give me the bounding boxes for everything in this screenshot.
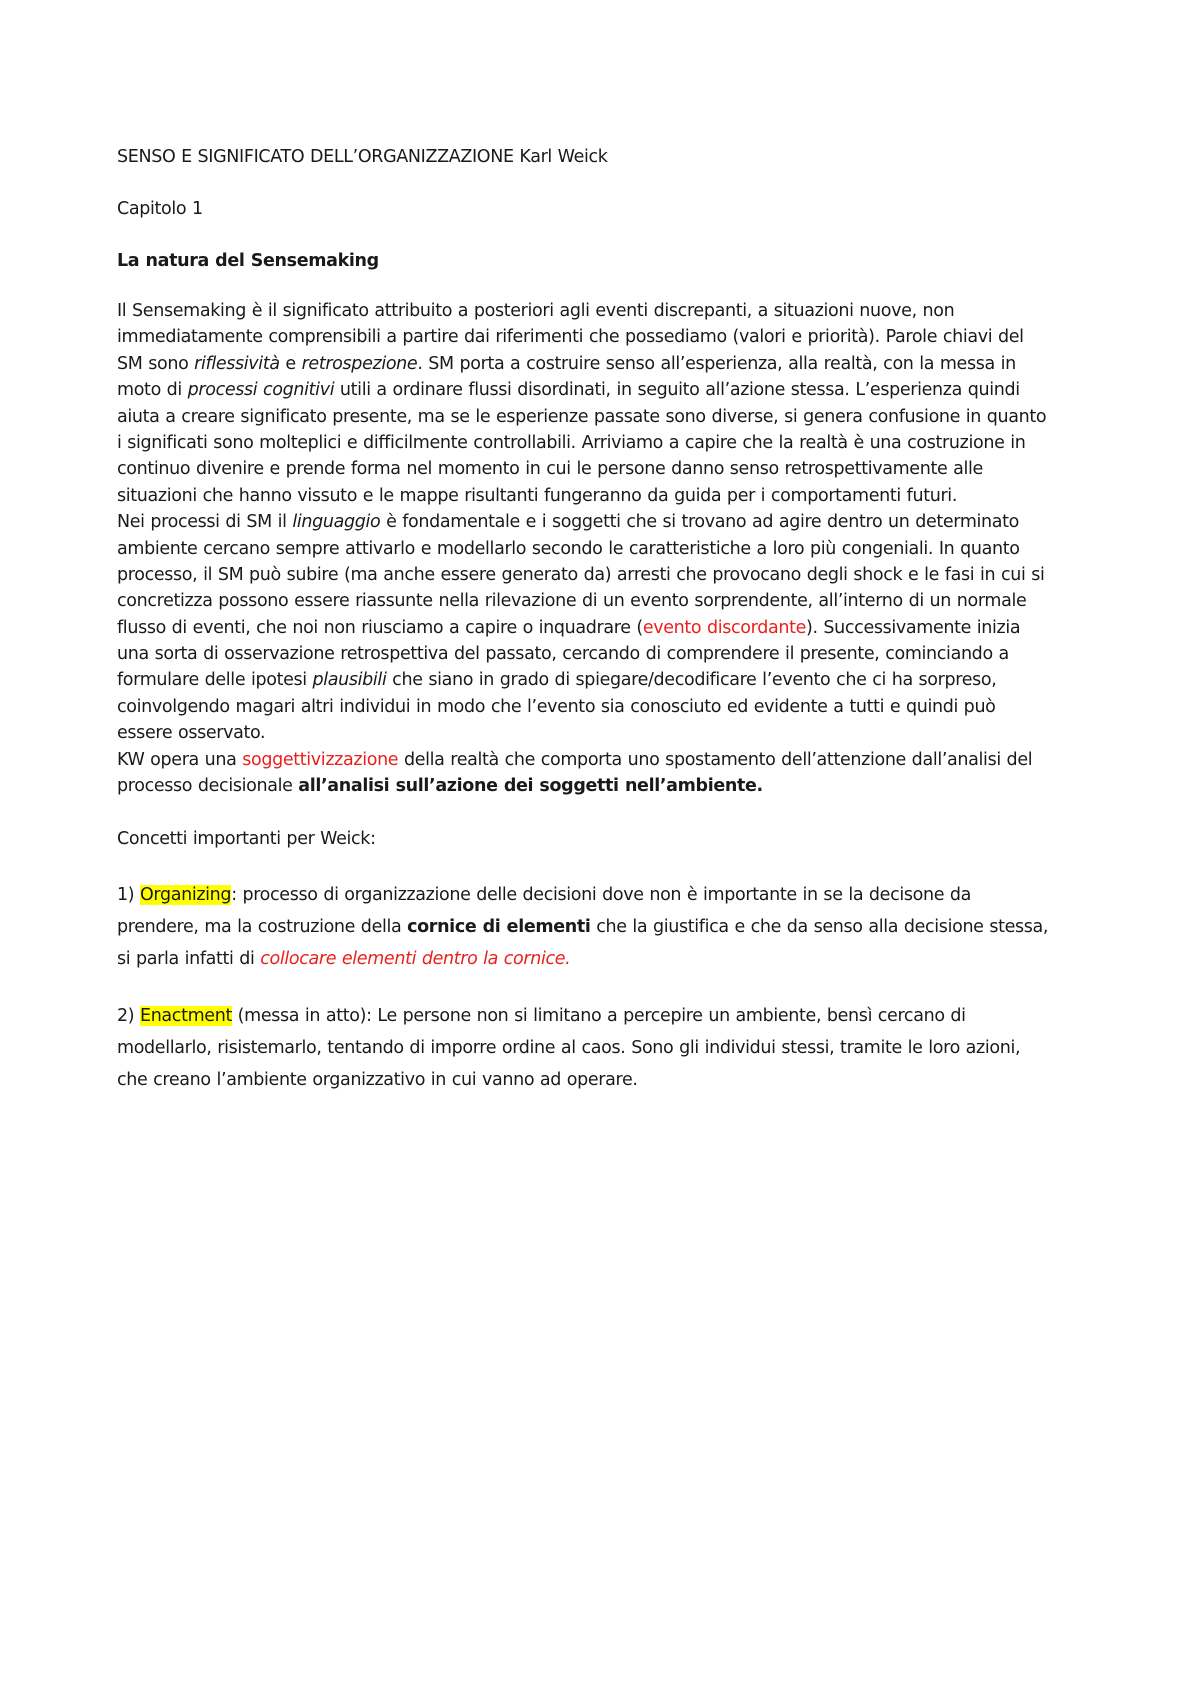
text-run: della realtà che comporta uno spostamento dell’attenzione dall’analisi del [398, 749, 1033, 770]
paragraph-line: essere osservato. [117, 723, 266, 744]
chapter-label: Capitolo 1 [117, 199, 203, 219]
text-run: ). Successivamente inizia [806, 617, 1021, 638]
bold-term: cornice di elementi [407, 917, 591, 938]
text-run: SM sono [117, 353, 195, 374]
italic-term: retrospezione [301, 353, 418, 374]
highlighted-term: Enactment [139, 1006, 232, 1027]
text-run: (messa in atto): Le persone non si limitano a percepire un ambiente, bensì cercano di [231, 1006, 966, 1027]
paragraph-line: concretizza possono essere riassunte nella rilevazione di un evento sorprendente, all’interno di un normale [117, 591, 1027, 612]
section-title: La natura del Sensemaking [117, 251, 379, 271]
document-title-line [117, 142, 1092, 172]
concept-organizing [117, 879, 1092, 975]
paragraph-line [117, 1000, 1092, 1032]
text-run: Nei processi di SM il [117, 512, 293, 533]
text-run: moto di [117, 380, 188, 401]
text-run: e [279, 353, 302, 374]
paragraph-line [117, 351, 1092, 377]
italic-term: processi cognitivi [187, 380, 335, 401]
paragraph-line [117, 377, 1092, 403]
paragraph-line: una sorta di osservazione retrospettiva del passato, cercando di comprendere il presente, cominciando a [117, 644, 1009, 665]
text-run: . SM porta a costruire senso all’esperienza, alla realtà, con la messa in [417, 353, 1016, 374]
paragraph-line [117, 911, 1092, 943]
text-run: utili a ordinare flussi disordinati, in seguito all’azione stessa. L’esperienza quindi [334, 380, 1020, 401]
concept-number: 1) [117, 885, 140, 906]
paragraph-line: i significati sono molteplici e difficilmente controllabili. Arriviamo a capire che la realtà è una costruzione in [117, 432, 1026, 453]
paragraph-line [117, 879, 1092, 911]
text-run: formulare delle ipotesi [117, 670, 313, 691]
text-run: prendere, ma la costruzione della [117, 917, 408, 938]
paragraph-sensemaking [117, 298, 1092, 799]
paragraph-line: aiuta a creare significato presente, ma se le esperienze passate sono diverse, si genera confusione in quanto [117, 406, 1047, 427]
paragraph-line [117, 615, 1092, 641]
paragraph-line: ambiente cercano sempre attivarlo e modellarlo secondo le caratteristiche a loro più congeniali. In quanto [117, 538, 1020, 559]
paragraph-line: modellarlo, risistemarlo, tentando di imporre ordine al caos. Sono gli individui stessi, tramite le loro azioni, [117, 1038, 1021, 1059]
red-term: evento discordante [642, 617, 806, 638]
paragraph-line [117, 773, 1092, 799]
document-body [117, 142, 1092, 1096]
paragraph-line: continuo divenire e prende forma nel momento in cui le persone danno senso retrospettivamente alle [117, 459, 983, 480]
text-run: flusso di eventi, che noi non riusciamo a capire o inquadrare ( [117, 617, 643, 638]
bold-term: all’analisi sull’azione dei soggetti nell’ambiente. [298, 776, 763, 797]
italic-term: linguaggio [292, 512, 381, 533]
text-run: è fondamentale e i soggetti che si trovano ad agire dentro un determinato [380, 512, 1020, 533]
red-italic-term: collocare elementi dentro la cornice. [260, 949, 571, 970]
concept-number: 2) [117, 1006, 140, 1027]
paragraph-line: Il Sensemaking è il significato attribuito a posteriori agli eventi discrepanti, a situazioni nuove, non [117, 301, 955, 321]
paragraph-line: immediatamente comprensibili a partire dai riferimenti che possediamo (valori e priorità). Parole chiavi del [117, 327, 1024, 348]
paragraph-line [117, 943, 1092, 975]
text-run: che la giustifica e che da senso alla decisione stessa, [590, 917, 1049, 938]
document-author: Karl Weick [513, 147, 608, 167]
text-run: : processo di organizzazione delle decisioni dove non è importante in se la decisone da [231, 885, 972, 906]
text-run: processo decisionale [117, 776, 299, 797]
text-run: KW opera una [117, 749, 243, 770]
italic-term: plausibili [312, 670, 387, 691]
paragraph-line: processo, il SM può subire (ma anche essere generato da) arresti che provocano degli shock e le fasi in cui si [117, 564, 1045, 585]
paragraph-line [117, 509, 1092, 535]
concept-enactment [117, 1000, 1092, 1096]
paragraph-line [117, 747, 1092, 773]
text-run: che siano in grado di spiegare/decodificare l’evento che ci ha sorpreso, [386, 670, 997, 691]
paragraph-line [117, 667, 1092, 693]
text-run: si parla infatti di [117, 949, 261, 970]
concepts-heading: Concetti importanti per Weick: [117, 829, 376, 850]
paragraph-line: situazioni che hanno vissuto e le mappe risultanti fungeranno da guida per i comportamenti futuri. [117, 485, 958, 506]
paragraph-line: che creano l’ambiente organizzativo in cui vanno ad operare. [117, 1070, 638, 1091]
italic-term: riflessività [194, 353, 280, 374]
red-term: soggettivizzazione [242, 749, 399, 770]
document-title: SENSO E SIGNIFICATO DELL’ORGANIZZAZIONE [117, 147, 514, 167]
highlighted-term: Organizing [139, 885, 232, 906]
paragraph-line: coinvolgendo magari altri individui in modo che l’evento sia conosciuto ed evidente a tutti e quindi può [117, 696, 996, 717]
